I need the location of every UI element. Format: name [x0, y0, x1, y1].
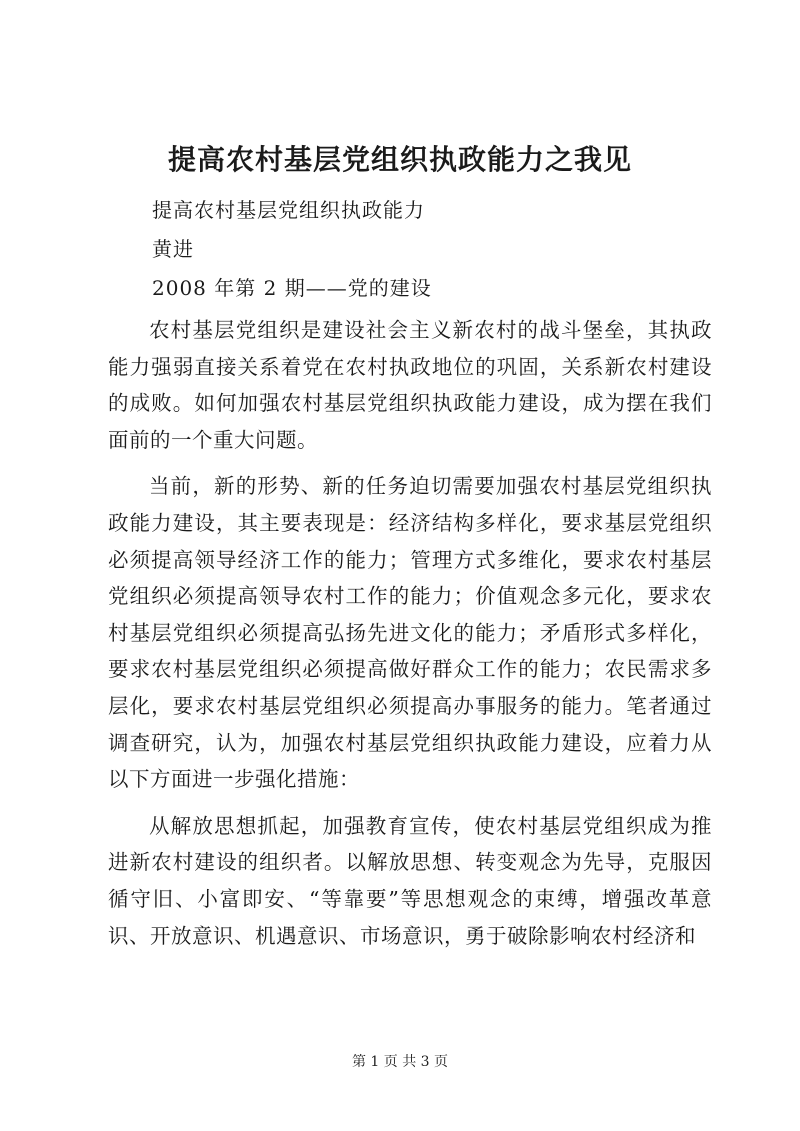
- document-source: 2008 年第 2 期——党的建设: [152, 276, 432, 300]
- document-body: [108, 312, 712, 964]
- document-title: 提高农村基层党组织执政能力之我见: [167, 143, 632, 176]
- body-paragraph: 农村基层党组织是建设社会主义新农村的战斗堡垒，其执政能力强弱直接关系着党在农村执政地位的巩固，关系新农村建设的成败。如何加强农村基层党组织执政能力建设，成为摆在我们面前的一个重大问题。: [108, 318, 712, 452]
- body-paragraph: 当前，新的形势、新的任务迫切需要加强农村基层党组织执政能力建设，其主要表现是：经济结构多样化，要求基层党组织必须提高领导经济工作的能力；管理方式多维化，要求农村基层党组织必须提高领导农村工作的能力；价值观念多元化，要求农村基层党组织必须提高弘扬先进文化的能力；矛盾形式多样化，要求农村基层党组织必须提高做好群众工作的能力；农民需求多层化，要求农村基层党组织必须提高办事服务的能力。笔者通过调查研究，认为，加强农村基层党组织执政能力建设，应着力从以下方面进一步强化措施：: [108, 474, 712, 792]
- page-footer: 第 1 页 共 3 页: [351, 1054, 449, 1070]
- document-author: 黄进: [152, 237, 194, 261]
- document-subtitle: 提高农村基层党组织执政能力: [152, 198, 425, 222]
- body-paragraph: 从解放思想抓起，加强教育宣传，使农村基层党组织成为推进新农村建设的组织者。以解放思想、转变观念为先导，克服因循守旧、小富即安、“等靠要”等思想观念的束缚，增强改革意识、开放意识、机遇意识、市场意识，勇于破除影响农村经济和: [108, 813, 712, 948]
